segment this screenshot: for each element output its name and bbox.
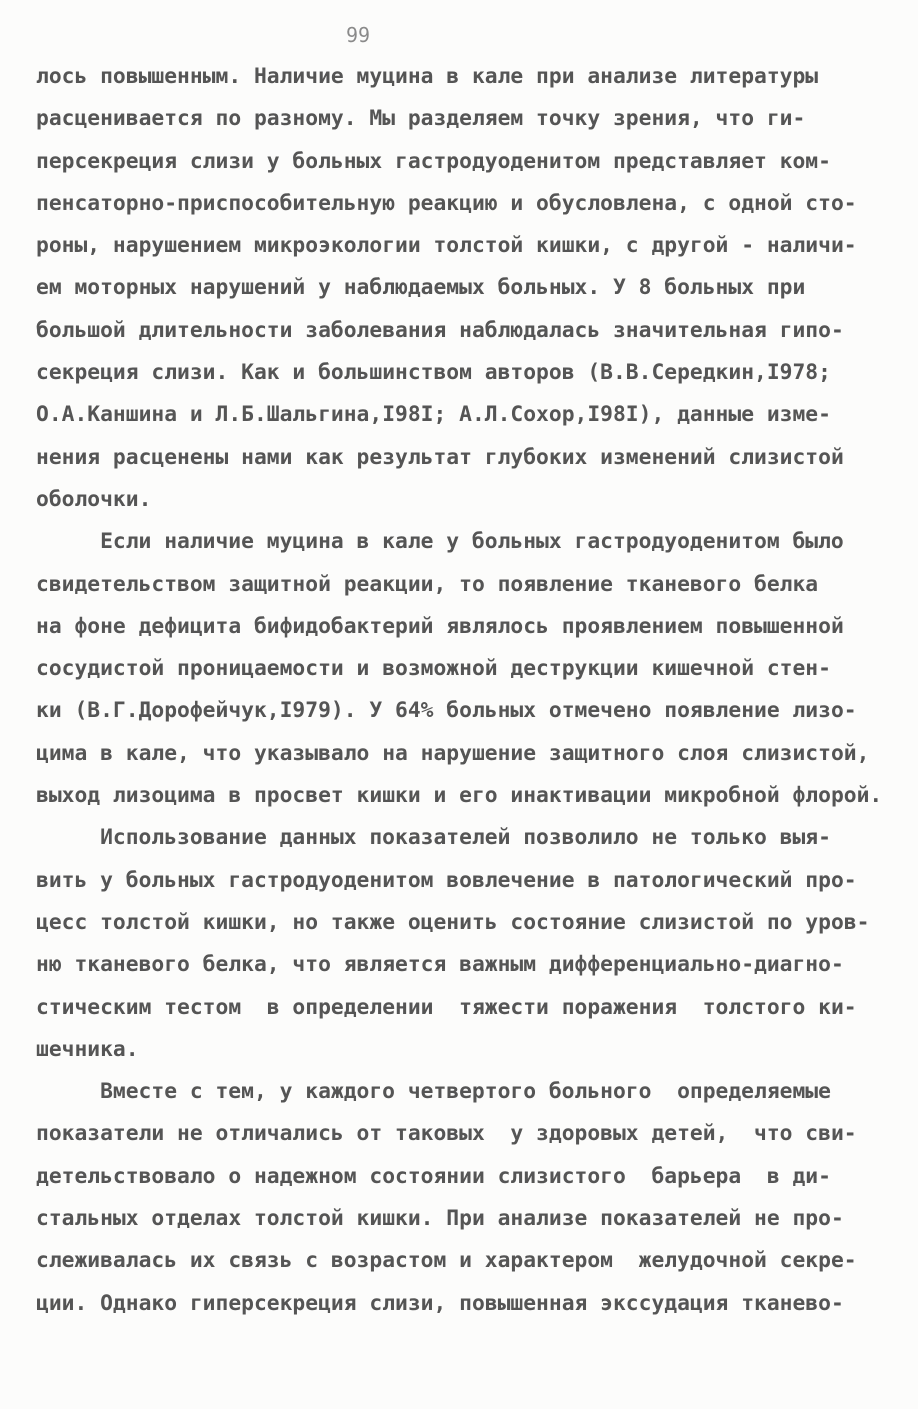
text-line: свидетельством защитной реакции, то появление тканевого белка bbox=[36, 571, 819, 597]
text-line: цесс толстой кишки, но также оценить состояние слизистой по уров- bbox=[36, 909, 870, 935]
text-line: секреция слизи. Как и большинством авторов (В.В.Середкин,I978; bbox=[36, 360, 831, 386]
text-line: цима в кале, что указывало на нарушение защитного слоя слизистой, bbox=[36, 740, 870, 766]
paragraph bbox=[36, 56, 906, 521]
page-number: 99 bbox=[345, 23, 371, 47]
text-line: Использование данных показателей позволило не только выя- bbox=[100, 825, 831, 851]
text-line: большой длительности заболевания наблюдалась значительная гипо- bbox=[36, 317, 844, 343]
text-line: стальных отделах толстой кишки. При анализе показателей не про- bbox=[36, 1206, 844, 1232]
text-line: детельствовало о надежном состоянии слизистого барьера в ди- bbox=[36, 1163, 831, 1189]
text-line: расценивается по разному. Мы разделяем точку зрения, что ги- bbox=[36, 106, 806, 132]
body-text bbox=[36, 56, 906, 1325]
text-line: ки (В.Г.Дорофейчук,I979). У 64% больных отмечено появление лизо- bbox=[36, 698, 857, 724]
paragraph bbox=[36, 521, 906, 817]
text-line: оболочки. bbox=[36, 486, 152, 512]
text-line: нения расценены нами как результат глубоких изменений слизистой bbox=[36, 444, 844, 470]
text-line: слеживалась их связь с возрастом и характером желудочной секре- bbox=[36, 1248, 857, 1274]
paragraph bbox=[36, 817, 906, 1071]
text-line: О.А.Каншина и Л.Б.Шальгина,I98I; А.Л.Сохор,I98I), данные изме- bbox=[36, 402, 831, 428]
text-line: роны, нарушением микроэкологии толстой кишки, с другой - наличи- bbox=[36, 233, 857, 259]
paragraph bbox=[36, 1071, 906, 1325]
text-line: персекреция слизи у больных гастродуоденитом представляет ком- bbox=[36, 148, 831, 174]
text-line: ню тканевого белка, что является важным дифференциально-диагно- bbox=[36, 952, 844, 978]
text-line: стическим тестом в определении тяжести поражения толстого ки- bbox=[36, 994, 857, 1020]
text-line: сосудистой проницаемости и возможной деструкции кишечной стен- bbox=[36, 656, 831, 682]
text-line: ции. Однако гиперсекреция слизи, повышенная экссудация тканево- bbox=[36, 1290, 844, 1316]
text-line: на фоне дефицита бифидобактерий являлось проявлением повышенной bbox=[36, 613, 844, 639]
text-line: пенсаторно-приспособительную реакцию и обусловлена, с одной сто- bbox=[36, 190, 857, 216]
text-line: вить у больных гастродуоденитом вовлечение в патологический про- bbox=[36, 867, 857, 893]
text-line: показатели не отличались от таковых у здоровых детей, что сви- bbox=[36, 1121, 857, 1147]
text-line: Вместе с тем, у каждого четвертого больного определяемые bbox=[100, 1079, 831, 1105]
text-line: лось повышенным. Наличие муцина в кале при анализе литературы bbox=[36, 64, 819, 89]
text-line: Если наличие муцина в кале у больных гастродуоденитом было bbox=[100, 529, 844, 555]
text-line: выход лизоцима в просвет кишки и его инактивации микробной флорой. bbox=[36, 783, 883, 809]
text-line: шечника. bbox=[36, 1036, 139, 1062]
text-line: ем моторных нарушений у наблюдаемых больных. У 8 больных при bbox=[36, 275, 806, 301]
